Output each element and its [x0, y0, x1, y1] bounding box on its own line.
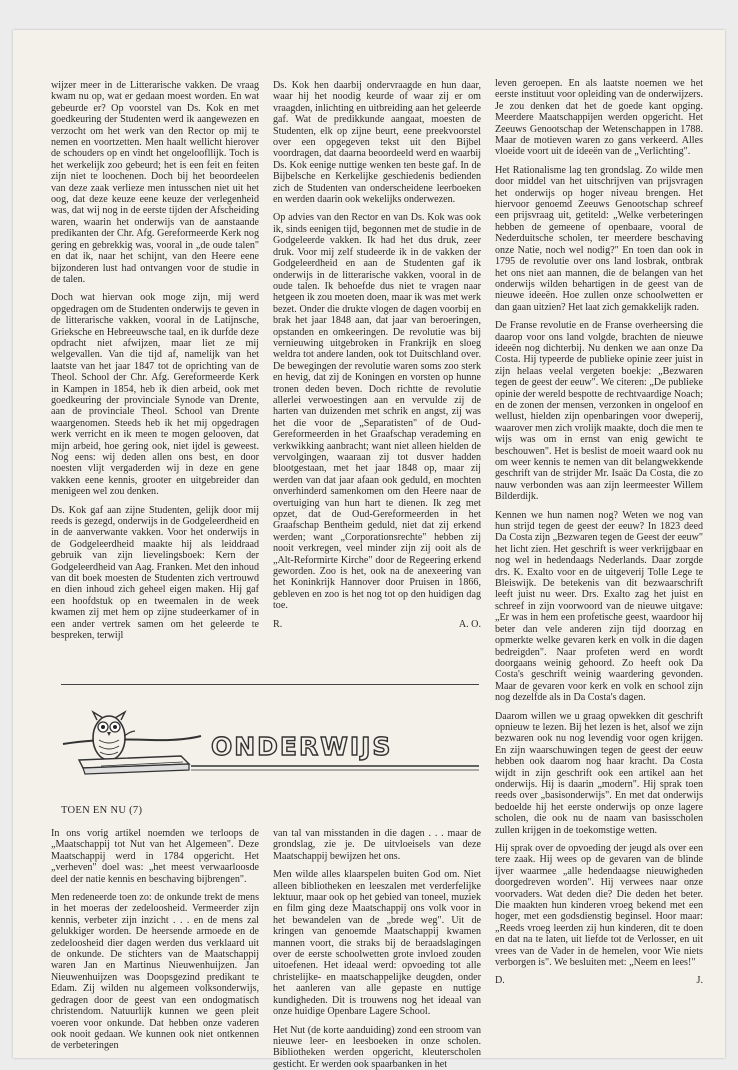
author-signature	[495, 975, 703, 986]
paragraph: leven geroepen. En als laatste noemen we het eerste instituut voor opleiding van de onderwijzers. Je zou denken dat het de goede kant opging. Meerdere Maatschappijen werden opgericht. Het Zeeuws Genootschap der Wetenschappen in 1788. Maar de motieven waren zo gans verkeerd. Alles vloeide voort uit de ideeën van de „Verlichting".	[495, 78, 703, 158]
paragraph: Het Nut (de korte aanduiding) zond een stroom van nieuwe leer- en leesboeken in onze scholen. Bibliotheken werden opgericht, kleuterscholen gesticht. Er werden ook spaarbanken in het	[273, 1025, 481, 1070]
paragraph: wijzer meer in de Litterarische vakken. De vraag kwam nu op, wat er gedaan moest worden. En wat gebeurde er? Op voorstel van Ds. Kok en met goedkeuring der Studenten werd ik aangewezen en verzocht om het werk van den Rector op mij te nemen en voortzetten. Men haalt wellicht hierover de schouders op en vindt het ongeloofllijk. Toch is het werkelijk zoo gebeurd; het is een feit en feiten zijn niet te loochenen. Doch bij het beoordeelen van deze zaak verlieze men intusschen niet uit het oog, dat deze keuze eene keuze der verlegenheid was, dat wij nog in de eerste tijden der Afscheiding waren, waarin het onderwijs van de aanstaande predikanten der Chr. Afg. Gereformeerde Kerk nog gering en gebrekkig was, vooral in „de oude talen" en dat ik, naar het schijnt, van den Heere eene bijzonderen lust had ontvangen voor de studie in de talen.	[51, 80, 259, 285]
magazine-page	[13, 30, 725, 1058]
paragraph: Op advies van den Rector en van Ds. Kok was ook ik, sinds eenigen tijd, begonnen met de studie in de Godgeleerde vakken. Ik had het dus druk, zeer druk. Voor mij zelf studeerde ik in de vakken der Godgeleerdheid en aan de Studenten gaf ik onderwijs in de litterarische vakken, vooral in de oude talen. Ik behoefde dus niet te vragen naar hetgeen ik zou moeten doen, maar ik was met werk bezet. Onder die drukte vlogen de dagen voorbij en brak het jaar 1848 aan, dat jaar van beroeringen, opstanden en omkeeringen. De revolutie was bij vernieuwing uitgebroken in Frankrijk en sloeg weldra tot andere landen, ook tot Duitschland over. De bewegingen der revolutie waren soms zoo sterk en hevig, dat zij de Koningen en vorsten op hunne tronen deden beven. Doch richtte de revolutie allerlei verwoestingen aan en vervulde zij de harten van duizenden met schrik en angst, zij was het die voor de „Separatisten" of de Oud-Gereformeerden in het Graafschap verademing en verkwikking aanbracht; want niet alleen hielden de vervolgingen, waaraan zij tot dusver hadden blootgestaan, met het jaar 1848 op, maar zij werden van dat jaar afaan ook geduld, en mochten onverhinderd samenkomen om den Heere naar de overtuiging van hun hart te dienen. Ik zeg met opzet, dat de Oud-Gereformeerden in het Graafschap Bentheim geduld, niet dat zij erkend werden; want „Corporationsrechte" hebben zij nooit verkregen, veel minder zijn zij ooit als de „Alt-Reformirte Kirche" door de Regeering erkend geworden. Zoo is het, ook na de anexeering van het Koninkrijk Hannover door Pruisen in 1866, gebleven en zoo is het nog tot op den huidigen dag toe.	[273, 212, 481, 611]
article-column-3	[495, 78, 703, 1060]
paragraph: Men redeneerde toen zo: de onkunde trekt de mens in het moeras der zedeloosheid. Vermeerder zijn kennis, verbeter zijn inzicht . . . en de mens zal gelukkiger worden. De heersende armoede en de zedeloosheid dier dagen werden dus verklaard uit de onkunde. De stichters van de Maatschappij waren Jan en Martinus Nieuwenhuijzen. Jan Nieuwenhuijzen was Doopsgezind predikant te Edam. Zij wilden nu algemeen volksonderwijs, gedragen door de geest van een ondogmatisch christendom. Natuurlijk kunnen we geen pleit voeren voor onkunde. Dat hebben onze vaderen ook nooit gedaan. We kunnen ook niet ontkennen de verbeteringen	[51, 892, 259, 1052]
signature-initial-left: D.	[495, 975, 505, 986]
section-title: ONDERWIJS	[211, 732, 392, 761]
paragraph: Ds. Kok hen daarbij ondervraagde en hun daar, waar hij het noodig keurde of waar zij er om vraagden, inlichting en uitbreiding aan het geleerde gaf. Wat de predikkunde aangaat, moesten de Studenten, elk op zijne beurt, eene preekvoorstel over een opgegeven tekst uit den Bijbel voordragen, dat daarna beoordeeld werd en waarbij Ds. Kok eenige nuttige wenken ten beste gaf. In de Bijbelsche en Kerkelijke geschiedenis bedienden zich de Studenten van onderscheidene leerboeken en werden daarin ook wekelijks onderwezen.	[273, 80, 481, 205]
paragraph: Hij sprak over de opvoeding der jeugd als over een tere zaak. Hij wees op de gevaren van de blinde ijver waarmee „alle hedendaagse nieuwigheden doorgedreven worden". Hij verwees naar onze voorvaders. Wat deden die? Die deden het beter. Die maakten hun kinderen vroeg bekend met een hoger, met een godsdienstig beginsel. Hoor maar: „Reeds vroeg leerden zij hun kinderen, dit te doen en dat na te laten, uit liefde tot de Verlosser, en uit vrees van de Vader in de hemelen, voor Wie niets verborgen is". We besluiten met: „Neem en lees!"	[495, 843, 703, 968]
article-column-1-top	[51, 80, 259, 694]
paragraph: van tal van misstanden in die dagen . . . maar de grondslag, zie je. De uitvloeisels van deze Maatschappij bewijzen het ons.	[273, 828, 481, 862]
paragraph: Het Rationalisme lag ten grondslag. Zo wilde men door middel van het uitschrijven van prijsvragen het onderwijs op hoger niveau brengen. Het hiervoor genoemd Zeeuws Genootschap schreef een prijsvraag uit, getiteld: „Welke verbeteringen hebben de gemeene of openbaare, vooral de Nederduitsche scholen, ter meerdere beschaving onze Natie, noch wel nodig?" En toen dan ook in 1795 de revolutie over ons land losbrak, ontbrak het ons niet aan mannen, die de belangen van het onderwijs wilden behartigen in de geest van de nieuwe ideeën. Hoe zullen onze schoolwetten er dan gaan uitzien? Het laat zich gemakkelijk raden.	[495, 165, 703, 313]
paragraph: Doch wat hiervan ook moge zijn, mij werd opgedragen om de Studenten onderwijs te geven in de litterarische vakken, vooral in de Latijnsche, Grieksche en Hebreeuwsche taal, en ik durfde deze opdracht niet afwijzen, maar liet ze mij welgevallen. Van die tijd af, namelijk van het laatste van het jaar 1847 tot de oprichting van de Theol. School der Chr. Afg. Gereformeerde Kerk in Kampen in 1854, heb ik dien arbeid, ook met goedkeuring der provinciale Synode van Drente, aan de provinciale Theol. School van Drente waargenomen. Steeds heb ik het mij opgedragen werk verricht en ik meen te mogen gelooven, dat mijn arbeid, hoe gering ook, niet ijdel is geweest. Nog eens: wij deden allen ons best, en door noesten vlijt vergaderden wij in deze en gene vakken eene kennis, grooter en uitgebreider dan menigeen wel zou denken.	[51, 292, 259, 497]
author-signature	[273, 619, 481, 630]
article-subheading: TOEN EN NU (7)	[61, 805, 142, 816]
article-column-2-top	[273, 80, 481, 694]
paragraph: Men wilde alles klaarspelen buiten God om. Niet alleen bibliotheken en leeszalen met verderfelijke lektuur, maar ook op het gebied van toneel, muziek en film ging deze Maatschappij ons volk voor in het bewandelen van de „brede weg". Uit de kringen van genoemde Maatschappij kwamen mannen voort, die straks bij de beraadslagingen over de eerste schoolwetten grote invloed zouden uitoefenen. Het ideaal werd: opvoeding tot alle christelijke- en maatschappelijke deugden, onder het aanleren van alle gepaste en nuttige kundigheden. Dit is trouwens nog het ideaal van onze huidige Openbare Lagere School.	[273, 869, 481, 1017]
section-divider-top	[61, 684, 479, 685]
article-column-2-bottom	[273, 828, 481, 1058]
signature-initial-right: A. O.	[459, 619, 481, 630]
paragraph: Daarom willen we u graag opwekken dit geschrift opnieuw te lezen. Bij het lezen is het, alsof we zijn bezwaren ook nu nog levendig voor ogen krijgen. En zijn waarschuwingen tegen de geest der eeuw hebben ook daarom nog haar kracht. Da Costa wijdt in zijn geschrift ook een artikel aan het onderwijs. Hij is daarin „modern". Hij sprak toen reeds over „basisonderwijs". En met dat onderwijs bedoelde hij het eerste onderwijs op onze lagere scholen, die ook nu de naam van basisscholen zullen krijgen in de toekomstige wetten.	[495, 711, 703, 836]
paragraph: Ds. Kok gaf aan zijne Studenten, gelijk door mij reeds is gezegd, onderwijs in de Godgeleerdheid en in de aanverwante vakken. Voor het onderwijs in de Godgeleerdheid maakte hij als leiddraad gebruik van zijn lievelingsboek: Kern der Godgeleerdheid van Aag. Franken. Met den inhoud van dit boek moesten de Studenten zich vertrouwd en dien inhoud zich geheel eigen maken. Hij gaf een hoofdstuk op en tweemalen in de week kwamen zij met hem op zijne studeerkamer of in een ander vertrek samen om het geleerde te bespreken, terwijl	[51, 505, 259, 642]
signature-initial-left: R.	[273, 619, 282, 630]
section-banner	[61, 710, 479, 780]
paragraph: In ons vorig artikel noemden we terloops de „Maatschappij tot Nut van het Algemeen". Deze Maatschappij werd in 1784 opgericht. Het „verheven" doel was: „het meest verwaarloosde deel der natie kennis en beschaving bijbrengen".	[51, 828, 259, 885]
signature-initial-right: J.	[697, 975, 703, 986]
paragraph: Kennen we hun namen nog? Weten we nog van hun strijd tegen de geest der eeuw? In 1823 deed Da Costa zijn „Bezwaren tegen de Geest der eeuw" het licht zien. Het geschrift is weer verkrijgbaar en nog wel in hedendaags Nederlands. Daar zorgde drs. K. Exalto voor en de uitgeverij Tolle Lege te Bleiswijk. De betekenis van dit bezwaarschrift leeft juist nu weer. Drs. Exalto zag het juist en schreef in zijn voorwoord van de nieuwe uitgave: „Er was in hem een profetische geest, waardoor hij beter dan vele anderen zijn tijd doorzag en opmerkte welke gevaren kerk en volk in die dagen bedreigden". Naar profeten werd en wordt doorgaans weinig gehoord. Zo heeft ook Da Costa's geschrift weinig waardering gevonden. Maar de gevaren voor kerk en volk en school zijn nog dezelfde als in Da Costa's dagen.	[495, 510, 703, 704]
paragraph: De Franse revolutie en de Franse overheersing die daarop voor ons land volgde, brachten de nieuwe ideeën nog dichterbij. Nu denken we aan onze Da Costa. Hij typeerde de publieke opinie zeer juist in zijn helaas veelal vergeten boekje: „Bezwaren tegen de geest der eeuw". We citeren: „De publieke opinie der wereld bespotte de rechtvaardige Noach; en de zonen der mensen, verzonken in ongeloof en wellust, hielden zijn openbaringen voor dweperij, waarover men zich vrolijk maakte, doch die men te wijs was om in ernst van enig gewicht te beschouwen". Het is beslist de moeit waard ook nu om weer kennis te nemen van dit belangwekkende geschrift van de strijder Mr. Isaäc Da Costa, die zo nauw verbonden was aan zijn leermeester Willem Bilderdijk.	[495, 320, 703, 503]
article-column-1-bottom	[51, 828, 259, 1058]
